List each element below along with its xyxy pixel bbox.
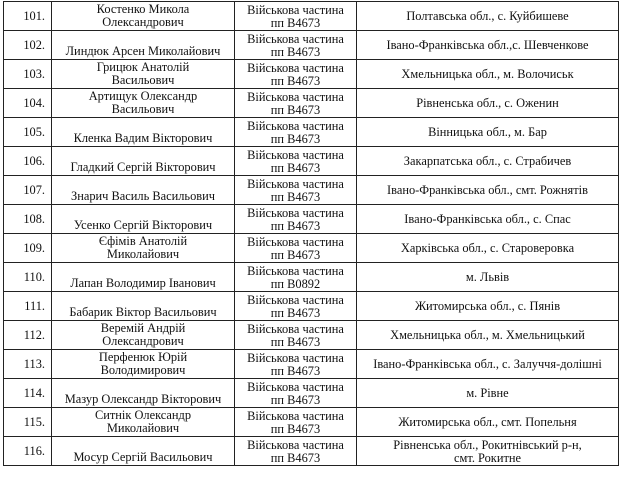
row-number-cell	[4, 2, 52, 31]
military-unit-cell	[235, 234, 357, 263]
person-name-cell	[52, 292, 235, 321]
row-number-text: 101.	[23, 9, 45, 23]
person-name-cell	[52, 205, 235, 234]
birthplace-text: м. Рівне	[466, 386, 509, 400]
row-number-cell	[4, 118, 52, 147]
military-unit-text: Військова частина пп В4673	[247, 321, 344, 349]
table-row	[4, 60, 619, 89]
roster-table	[3, 1, 619, 466]
table-row	[4, 176, 619, 205]
birthplace-text: Рівненська обл., Рокитнівський р-н, смт. Рокитне	[393, 437, 582, 465]
birthplace-text: Рівненська обл., с. Оженин	[416, 96, 559, 110]
birthplace-cell	[357, 31, 619, 60]
birthplace-cell	[357, 176, 619, 205]
person-name-text: Усенко Сергій Вікторович	[73, 218, 213, 232]
military-unit-cell	[235, 60, 357, 89]
birthplace-cell	[357, 437, 619, 466]
person-name-cell	[52, 31, 235, 60]
birthplace-cell	[357, 118, 619, 147]
birthplace-cell	[357, 89, 619, 118]
row-number-cell	[4, 321, 52, 350]
table-row	[4, 89, 619, 118]
table-row	[4, 321, 619, 350]
person-name-text: Ситнік Олександр Миколайович	[94, 408, 192, 435]
birthplace-cell	[357, 2, 619, 31]
military-unit-text: Військова частина пп В4673	[247, 408, 344, 436]
person-name-text: Веремій Андрій Олександрович	[100, 321, 186, 348]
birthplace-cell	[357, 408, 619, 437]
row-number-text: 112.	[23, 328, 45, 342]
row-number-cell	[4, 437, 52, 466]
military-unit-cell	[235, 292, 357, 321]
military-unit-cell	[235, 31, 357, 60]
table-row	[4, 292, 619, 321]
birthplace-cell	[357, 292, 619, 321]
military-unit-cell	[235, 176, 357, 205]
row-number-text: 106.	[23, 154, 45, 168]
military-unit-cell	[235, 118, 357, 147]
birthplace-text: Івано-Франківська обл., с. Спас	[404, 212, 571, 226]
row-number-text: 107.	[23, 183, 45, 197]
table-row	[4, 437, 619, 466]
person-name-cell	[52, 379, 235, 408]
military-unit-text: Військова частина пп В4673	[247, 60, 344, 88]
military-unit-cell	[235, 408, 357, 437]
military-unit-text: Військова частина пп В0892	[247, 263, 344, 291]
military-unit-text: Військова частина пп В4673	[247, 379, 344, 407]
row-number-text: 103.	[23, 67, 45, 81]
military-unit-text: Військова частина пп В4673	[247, 31, 344, 59]
table-row	[4, 2, 619, 31]
military-unit-text: Військова частина пп В4673	[247, 89, 344, 117]
military-unit-text: Військова частина пп В4673	[247, 118, 344, 146]
row-number-cell	[4, 31, 52, 60]
birthplace-text: Полтавська обл., с. Куйбишеве	[406, 9, 569, 23]
birthplace-cell	[357, 379, 619, 408]
person-name-text: Костенко Микола Олександрович	[96, 2, 190, 29]
military-unit-text: Військова частина пп В4673	[247, 205, 344, 233]
person-name-cell	[52, 408, 235, 437]
military-unit-cell	[235, 321, 357, 350]
table-row	[4, 147, 619, 176]
military-unit-cell	[235, 2, 357, 31]
person-name-text: Знарич Василь Васильович	[71, 189, 215, 203]
military-unit-cell	[235, 263, 357, 292]
person-name-cell	[52, 234, 235, 263]
person-name-text: Артищук Олександр Васильович	[88, 89, 198, 116]
military-unit-text: Військова частина пп В4673	[247, 2, 344, 30]
birthplace-cell	[357, 321, 619, 350]
row-number-cell	[4, 379, 52, 408]
birthplace-text: Хмельницька обл., м. Хмельницький	[390, 328, 585, 342]
row-number-text: 104.	[23, 96, 45, 110]
roster-table-body	[4, 2, 619, 466]
military-unit-text: Військова частина пп В4673	[247, 292, 344, 320]
birthplace-cell	[357, 205, 619, 234]
military-unit-text: Військова частина пп В4673	[247, 176, 344, 204]
birthplace-text: Житомирська обл., смт. Попельня	[398, 415, 577, 429]
row-number-text: 114.	[23, 386, 45, 400]
row-number-text: 115.	[23, 415, 45, 429]
birthplace-cell	[357, 350, 619, 379]
person-name-text: Бабарик Віктор Васильович	[69, 305, 217, 319]
military-unit-text: Військова частина пп В4673	[247, 350, 344, 378]
row-number-cell	[4, 350, 52, 379]
row-number-text: 102.	[23, 38, 45, 52]
birthplace-text: Івано-Франківська обл.,с. Шевченкове	[386, 38, 589, 52]
row-number-cell	[4, 89, 52, 118]
row-number-cell	[4, 292, 52, 321]
table-row	[4, 350, 619, 379]
military-unit-text: Військова частина пп В4673	[247, 234, 344, 262]
military-unit-cell	[235, 437, 357, 466]
row-number-cell	[4, 263, 52, 292]
person-name-cell	[52, 2, 235, 31]
row-number-cell	[4, 234, 52, 263]
table-row	[4, 408, 619, 437]
row-number-text: 108.	[23, 212, 45, 226]
person-name-text: Грицюк Анатолій Васильович	[96, 60, 190, 87]
row-number-cell	[4, 408, 52, 437]
person-name-cell	[52, 118, 235, 147]
person-name-text: Гладкий Сергій Вікторович	[70, 160, 216, 174]
row-number-text: 113.	[23, 357, 45, 371]
row-number-text: 116.	[23, 444, 45, 458]
person-name-text: Єфімів Анатолій Миколайович	[98, 234, 188, 261]
row-number-text: 111.	[24, 299, 45, 313]
military-unit-text: Військова частина пп В4673	[247, 437, 344, 465]
row-number-cell	[4, 60, 52, 89]
birthplace-cell	[357, 60, 619, 89]
table-row	[4, 263, 619, 292]
person-name-cell	[52, 350, 235, 379]
birthplace-text: Вінницька обл., м. Бар	[428, 125, 547, 139]
military-unit-cell	[235, 89, 357, 118]
row-number-cell	[4, 176, 52, 205]
person-name-text: Линдюк Арсен Миколайович	[65, 44, 221, 58]
military-unit-text: Військова частина пп В4673	[247, 147, 344, 175]
birthplace-cell	[357, 234, 619, 263]
person-name-cell	[52, 89, 235, 118]
birthplace-cell	[357, 147, 619, 176]
person-name-text: Кленка Вадим Вікторович	[73, 131, 213, 145]
table-row	[4, 205, 619, 234]
military-unit-cell	[235, 350, 357, 379]
birthplace-text: Івано-Франківська обл., с. Залуччя-долішні	[373, 357, 602, 371]
birthplace-text: Житомирська обл., с. Пянів	[414, 299, 561, 313]
birthplace-text: м. Львів	[465, 270, 510, 284]
person-name-cell	[52, 176, 235, 205]
person-name-text: Мазур Олександр Вікторович	[64, 392, 222, 406]
row-number-text: 109.	[23, 241, 45, 255]
table-row	[4, 118, 619, 147]
military-unit-cell	[235, 147, 357, 176]
table-row	[4, 31, 619, 60]
person-name-cell	[52, 437, 235, 466]
row-number-cell	[4, 205, 52, 234]
person-name-cell	[52, 321, 235, 350]
person-name-cell	[52, 263, 235, 292]
birthplace-text: Закарпатська обл., с. Страбичев	[403, 154, 572, 168]
person-name-cell	[52, 147, 235, 176]
row-number-text: 105.	[23, 125, 45, 139]
row-number-cell	[4, 147, 52, 176]
person-name-text: Перфенюк Юрій Володимирович	[98, 350, 188, 377]
birthplace-cell	[357, 263, 619, 292]
table-row	[4, 234, 619, 263]
birthplace-text: Харківська обл., с. Староверовка	[400, 241, 575, 255]
birthplace-text: Івано-Франківська обл., смт. Рожнятів	[387, 183, 588, 197]
person-name-cell	[52, 60, 235, 89]
row-number-text: 110.	[23, 270, 45, 284]
birthplace-text: Хмельницька обл., м. Волочиськ	[401, 67, 574, 81]
person-name-text: Мосур Сергій Васильович	[73, 450, 213, 464]
military-unit-cell	[235, 379, 357, 408]
person-name-text: Лапан Володимир Іванович	[70, 276, 216, 290]
table-row	[4, 379, 619, 408]
military-unit-cell	[235, 205, 357, 234]
